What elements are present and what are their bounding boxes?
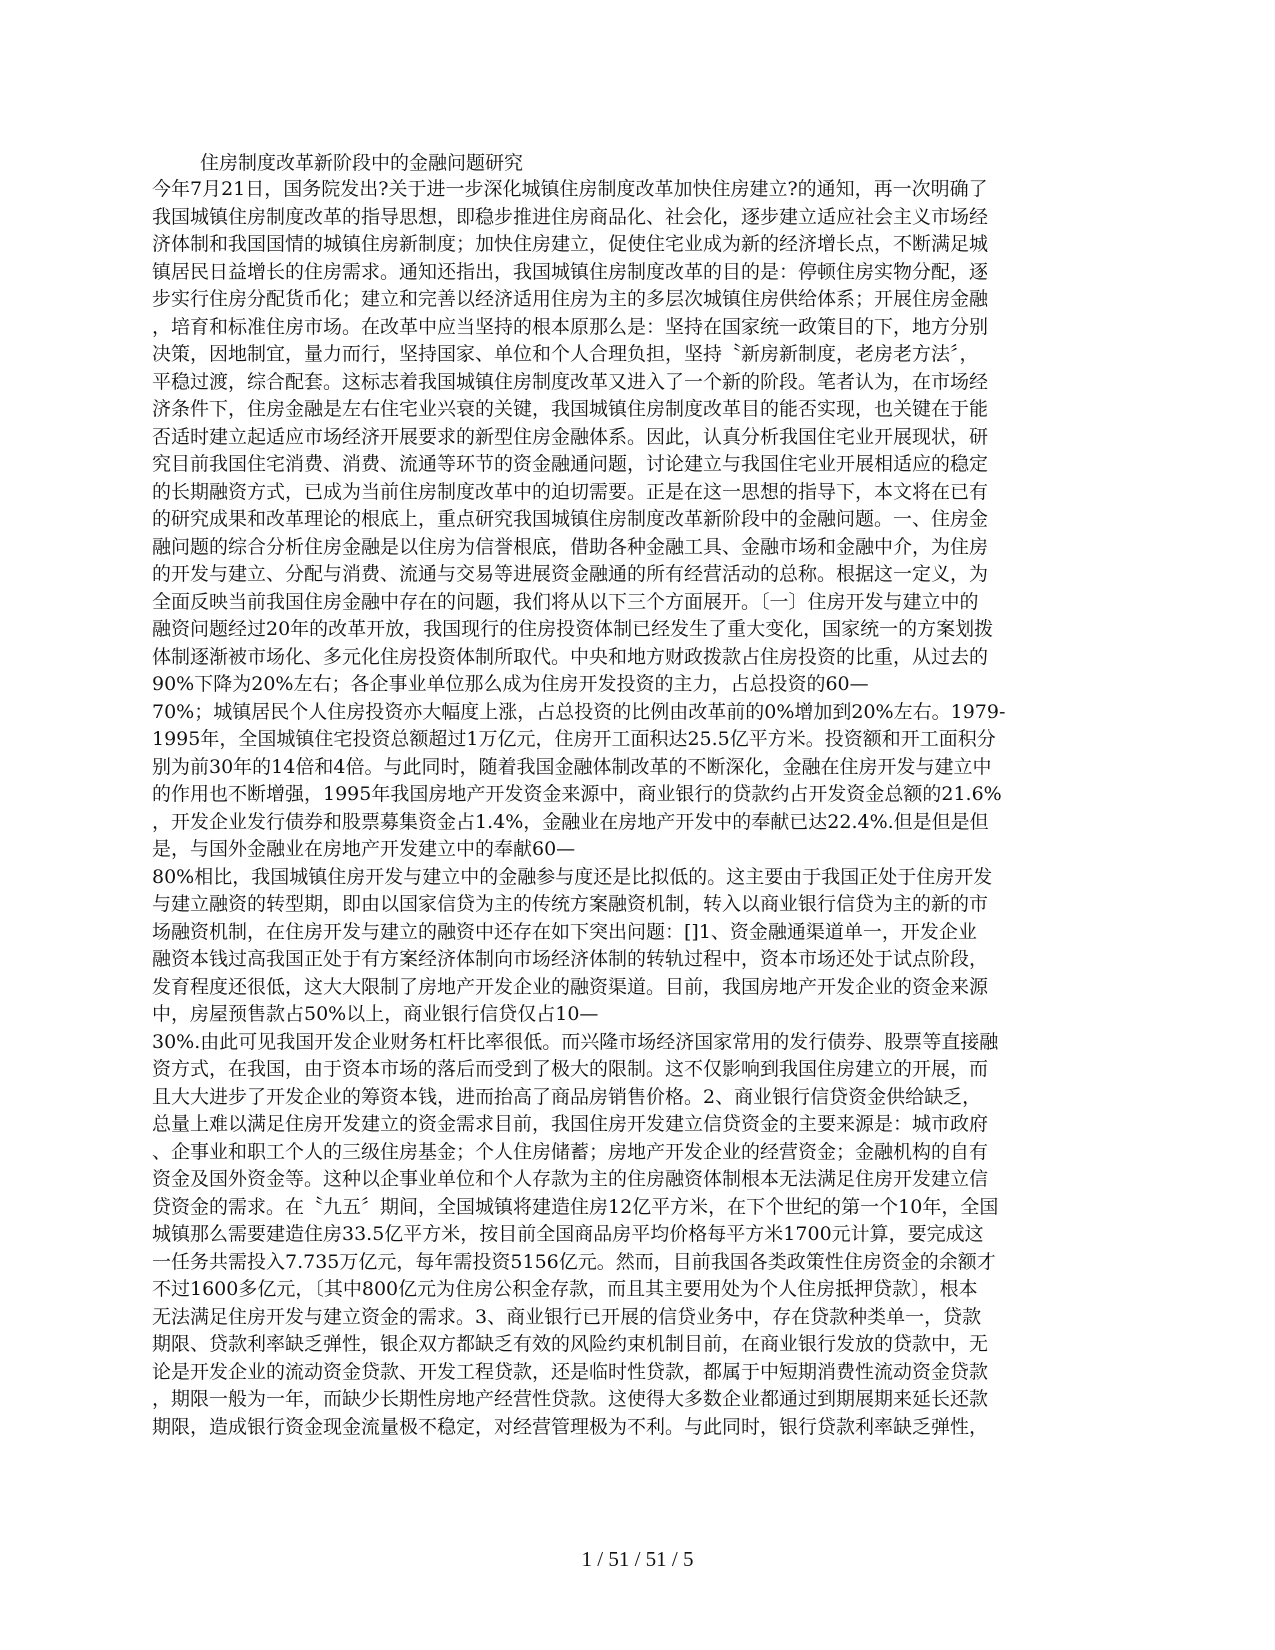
body-line: 的研究成果和改革理论的根底上，重点研究我国城镇住房制度改革新阶段中的金融问题。一、住房金	[152, 508, 989, 530]
body-line: 、企事业和职工个人的三级住房基金；个人住房储蓄；房地产开发企业的经营资金；金融机构的自有	[152, 1140, 989, 1163]
body-line: 资金及国外资金等。这种以企事业单位和个人存款为主的住房融资体制根本无法满足住房开发建立信	[152, 1168, 989, 1190]
body-line: 不过1600多亿元，〔其中800亿元为住房公积金存款，而且其主要用处为个人住房抵押贷款〕，根本	[152, 1278, 978, 1300]
document-title: 住房制度改革新阶段中的金融问题研究	[200, 152, 524, 174]
body-line: 融资本钱过高我国正处于有方案经济体制向市场经济体制的转轨过程中，资本市场还处于试点阶段，	[152, 948, 989, 970]
body-line: 70%；城镇居民个人住房投资亦大幅度上涨，占总投资的比例由改革前的0%增加到20%左右。1979-	[152, 700, 1006, 723]
body-line: 且大大进步了开发企业的筹资本钱，进而抬高了商品房销售价格。2、商业银行信贷资金供给缺乏，	[152, 1085, 982, 1108]
body-line: 总量上难以满足住房开发建立的资金需求目前，我国住房开发建立信贷资金的主要来源是：城市政府	[152, 1113, 989, 1135]
body-line: 90%下降为20%左右；各企事业单位那么成为住房开发投资的主力，占总投资的60—	[152, 673, 869, 695]
body-line: 步实行住房分配货币化；建立和完善以经济适用住房为主的多层次城镇住房供给体系；开展住房金融	[152, 288, 989, 310]
body-line: 别为前30年的14倍和4倍。与此同时，随着我国金融体制改革的不断深化，金融在住房开发与建立中	[152, 755, 992, 778]
body-line: ，开发企业发行债券和股票募集资金占1.4%，金融业在房地产开发中的奉献已达22.4%.但是但是但	[152, 810, 989, 833]
body-line: 80%相比，我国城镇住房开发与建立中的金融参与度还是比拟低的。这主要由于我国正处于住房开发	[152, 865, 993, 888]
body-line: 是，与国外金融业在房地产开发建立中的奉献60—	[152, 838, 576, 860]
body-line: 1995年，全国城镇住宅投资总额超过1万亿元，住房开工面积达25.5亿平方米。投资额和开工面积分	[152, 728, 996, 750]
body-line: 中，房屋预售款占50%以上，商业银行信贷仅占10—	[152, 1003, 599, 1025]
body-line: 贷资金的需求。在〝九五〞期间，全国城镇将建造住房12亿平方米，在下个世纪的第一个10年，全国	[152, 1195, 999, 1218]
body-line: 资方式，在我国，由于资本市场的落后而受到了极大的限制。这不仅影响到我国住房建立的开展，而	[152, 1058, 989, 1080]
body-line: 30%.由此可见我国开发企业财务杠杆比率很低。而兴隆市场经济国家常用的发行债券、股票等直接融	[152, 1030, 999, 1053]
body-line: 发育程度还很低，这大大限制了房地产开发企业的融资渠道。目前，我国房地产开发企业的资金来源	[152, 975, 989, 998]
body-line: 的长期融资方式，已成为当前住房制度改革中的迫切需要。正是在这一思想的指导下，本文将在已有	[152, 480, 989, 503]
body-line: 的开发与建立、分配与消费、流通与交易等进展资金融通的所有经营活动的总称。根据这一定义，为	[152, 563, 989, 585]
body-line: 城镇那么需要建造住房33.5亿平方米，按目前全国商品房平均价格每平方米1700元计算，要完成这	[152, 1223, 984, 1245]
body-line: 期限，造成银行资金现金流量极不稳定，对经营管理极为不利。与此同时，银行贷款利率缺乏弹性，	[152, 1415, 989, 1438]
body-line: 全面反映当前我国住房金融中存在的问题，我们将从以下三个方面展开。〔一〕住房开发与建立中的	[152, 590, 979, 613]
body-line: ，培育和标准住房市场。在改革中应当坚持的根本原那么是：坚持在国家统一政策目的下，地方分别	[152, 315, 989, 338]
body-line: ，期限一般为一年，而缺少长期性房地产经营性贷款。这使得大多数企业都通过到期展期来延长还款	[152, 1388, 989, 1410]
body-line: 镇居民日益增长的住房需求。通知还指出，我国城镇住房制度改革的目的是：停顿住房实物分配，逐	[152, 260, 989, 283]
body-line: 平稳过渡，综合配套。这标志着我国城镇住房制度改革又进入了一个新的阶段。笔者认为，在市场经	[152, 370, 989, 393]
body-line: 我国城镇住房制度改革的指导思想，即稳步推进住房商品化、社会化，逐步建立适应社会主义市场经	[152, 205, 989, 228]
body-line: 一任务共需投入7.735万亿元，每年需投资5156亿元。然而，目前我国各类政策性住房资金的余额才	[152, 1250, 996, 1273]
body-line: 融问题的综合分析住房金融是以住房为信誉根底，借助各种金融工具、金融市场和金融中介，为住房	[152, 535, 989, 558]
body-line: 与建立融资的转型期，即由以国家信贷为主的传统方案融资机制，转入以商业银行信贷为主的新的市	[152, 893, 989, 915]
body-line: 否适时建立起适应市场经济开展要求的新型住房金融体系。因此，认真分析我国住宅业开展现状，研	[152, 425, 989, 448]
body-line: 济体制和我国国情的城镇住房新制度；加快住房建立，促使住宅业成为新的经济增长点，不断满足城	[152, 233, 989, 255]
body-line: 的作用也不断增强，1995年我国房地产开发资金来源中，商业银行的贷款约占开发资金总额的21.6%	[152, 783, 1002, 805]
body-line: 究目前我国住宅消费、消费、流通等环节的资金融通问题，讨论建立与我国住宅业开展相适应的稳定	[152, 453, 989, 475]
body-line: 期限、贷款利率缺乏弹性，银企双方都缺乏有效的风险约束机制目前，在商业银行发放的贷款中，无	[152, 1333, 989, 1355]
body-line: 体制逐渐被市场化、多元化住房投资体制所取代。中央和地方财政拨款占住房投资的比重，从过去的	[152, 645, 989, 668]
body-line: 融资问题经过20年的改革开放，我国现行的住房投资体制已经发生了重大变化，国家统一的方案划拨	[152, 618, 994, 640]
body-line: 决策，因地制宜，量力而行，坚持国家、单位和个人合理负担，坚持〝新房新制度，老房老方法〞，	[152, 343, 979, 365]
page-number: 1 / 51 / 51 / 5	[581, 1547, 694, 1571]
body-line: 今年7月21日，国务院发出?关于进一步深化城镇住房制度改革加快住房建立?的通知，再一次明确了	[152, 178, 988, 200]
body-line: 场融资机制，在住房开发与建立的融资中还存在如下突出问题：[]1、资金融通渠道单一，开发企业	[152, 920, 977, 943]
body-line: 济条件下，住房金融是左右住宅业兴衰的关键，我国城镇住房制度改革目的能否实现，也关键在于能	[152, 398, 989, 420]
body-line: 论是开发企业的流动资金贷款、开发工程贷款，还是临时性贷款，都属于中短期消费性流动资金贷款	[152, 1360, 989, 1383]
document-body	[152, 176, 1112, 1441]
body-line: 无法满足住房开发与建立资金的需求。3、商业银行已开展的信贷业务中，存在贷款种类单一，贷款	[152, 1305, 982, 1328]
